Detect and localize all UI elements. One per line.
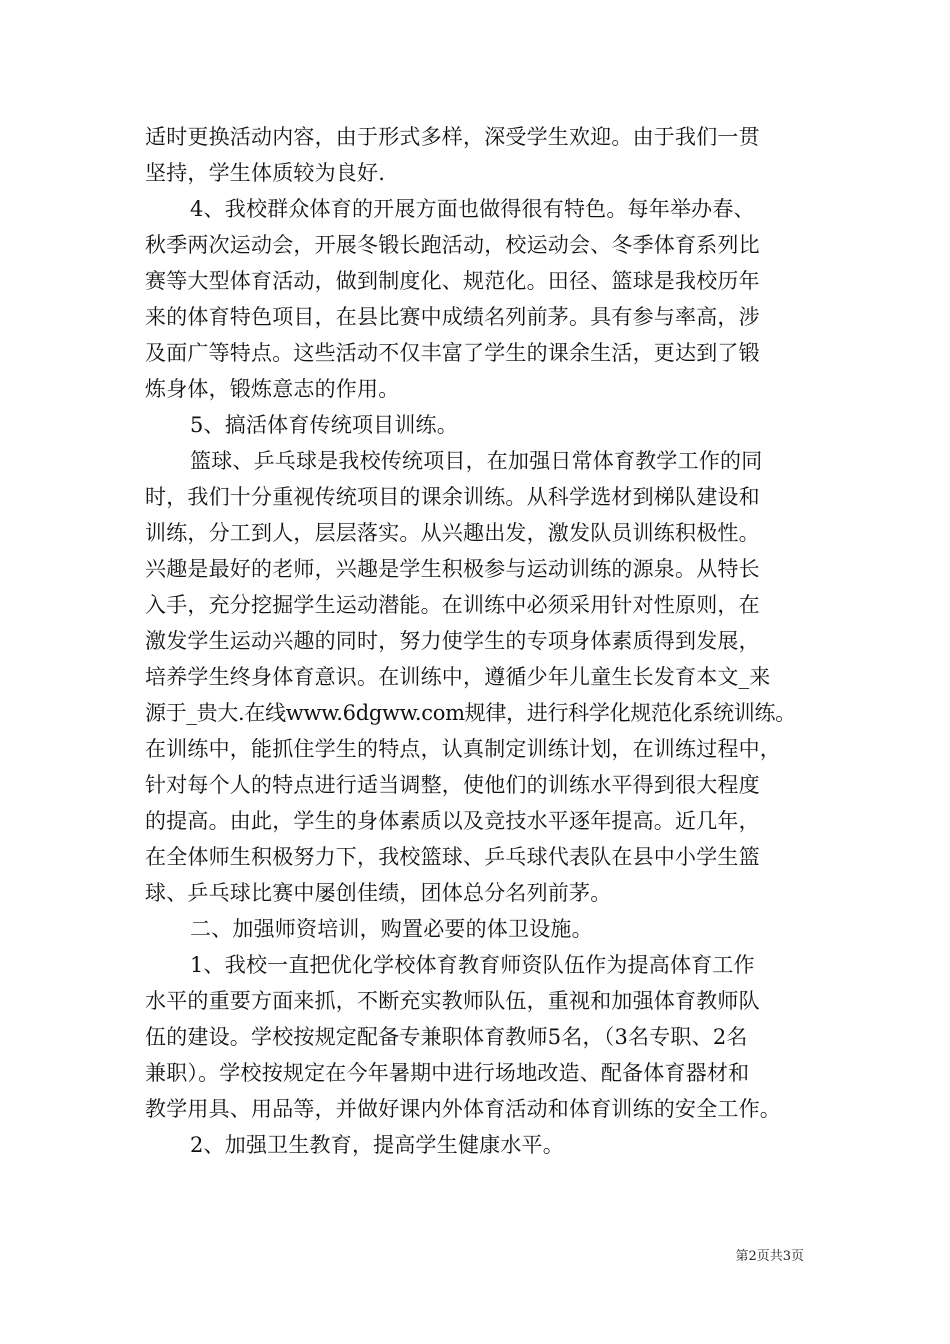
section-heading: 5、搞活体育传统项目训练。: [190, 413, 458, 437]
paragraph-line: 在训练中，能抓住学生的特点，认真制定训练计划，在训练过程中，: [145, 737, 781, 761]
paragraph-line: 训练，分工到人，层层落实。从兴趣出发，激发队员训练积极性。: [145, 521, 760, 545]
paragraph-line: 源于_贵大.在线www.6dgww.com规律，进行科学化规范化系统训练。: [145, 701, 796, 725]
section-heading: 2、加强卫生教育，提高学生健康水平。: [190, 1133, 564, 1157]
paragraph-line: 赛等大型体育活动，做到制度化、规范化。田径、篮球是我校历年: [145, 269, 760, 293]
paragraph-line: 篮球、乒乓球是我校传统项目，在加强日常体育教学工作的同: [190, 449, 763, 473]
paragraph-line: 兴趣是最好的老师，兴趣是学生积极参与运动训练的源泉。从特长: [145, 557, 760, 581]
page-number: 第2页共3页: [735, 1249, 804, 1264]
paragraph-line: 时，我们十分重视传统项目的课余训练。从科学选材到梯队建设和: [145, 485, 760, 509]
paragraph-line: 培养学生终身体育意识。在训练中，遵循少年儿童生长发育本文_来: [145, 665, 771, 689]
paragraph-line: 激发学生运动兴趣的同时，努力使学生的专项身体素质得到发展，: [145, 629, 760, 653]
paragraph-line: 的提高。由此，学生的身体素质以及竞技水平逐年提高。近几年，: [145, 809, 760, 833]
paragraph-line: 入手，充分挖掘学生运动潜能。在训练中必须采用针对性原则，在: [145, 593, 760, 617]
paragraph-line: 水平的重要方面来抓，不断充实教师队伍，重视和加强体育教师队: [145, 989, 760, 1013]
paragraph-line: 适时更换活动内容，由于形式多样，深受学生欢迎。由于我们一贯: [145, 125, 760, 149]
paragraph-line: 1、我校一直把优化学校体育教育师资队伍作为提高体育工作: [190, 953, 755, 977]
paragraph-line: 来的体育特色项目，在县比赛中成绩名列前茅。具有参与率高，涉: [145, 305, 760, 329]
paragraph-line: 球、乒乓球比赛中屡创佳绩，团体总分名列前茅。: [145, 881, 612, 905]
paragraph-line: 及面广等特点。这些活动不仅丰富了学生的课余生活，更达到了锻: [145, 341, 760, 365]
paragraph-line: 教学用具、用品等，并做好课内外体育活动和体育训练的安全工作。: [145, 1097, 781, 1121]
paragraph-line: 兼职）。学校按规定在今年暑期中进行场地改造、配备体育器材和: [145, 1061, 750, 1085]
paragraph-line: 伍的建设。学校按规定配备专兼职体育教师5名，（3名专职、2名: [145, 1025, 748, 1049]
paragraph-line: 炼身体，锻炼意志的作用。: [145, 377, 400, 401]
paragraph-line: 坚持，学生体质较为良好.: [145, 161, 386, 185]
paragraph-line: 秋季两次运动会，开展冬锻长跑活动，校运动会、冬季体育系列比: [145, 233, 760, 257]
paragraph-line: 4、我校群众体育的开展方面也做得很有特色。每年举办春、: [190, 197, 755, 221]
section-heading: 二、加强师资培训，购置必要的体卫设施。: [190, 917, 593, 941]
paragraph-line: 在全体师生积极努力下，我校篮球、乒乓球代表队在县中小学生篮: [145, 845, 760, 869]
paragraph-line: 针对每个人的特点进行适当调整，使他们的训练水平得到很大程度: [145, 773, 760, 797]
